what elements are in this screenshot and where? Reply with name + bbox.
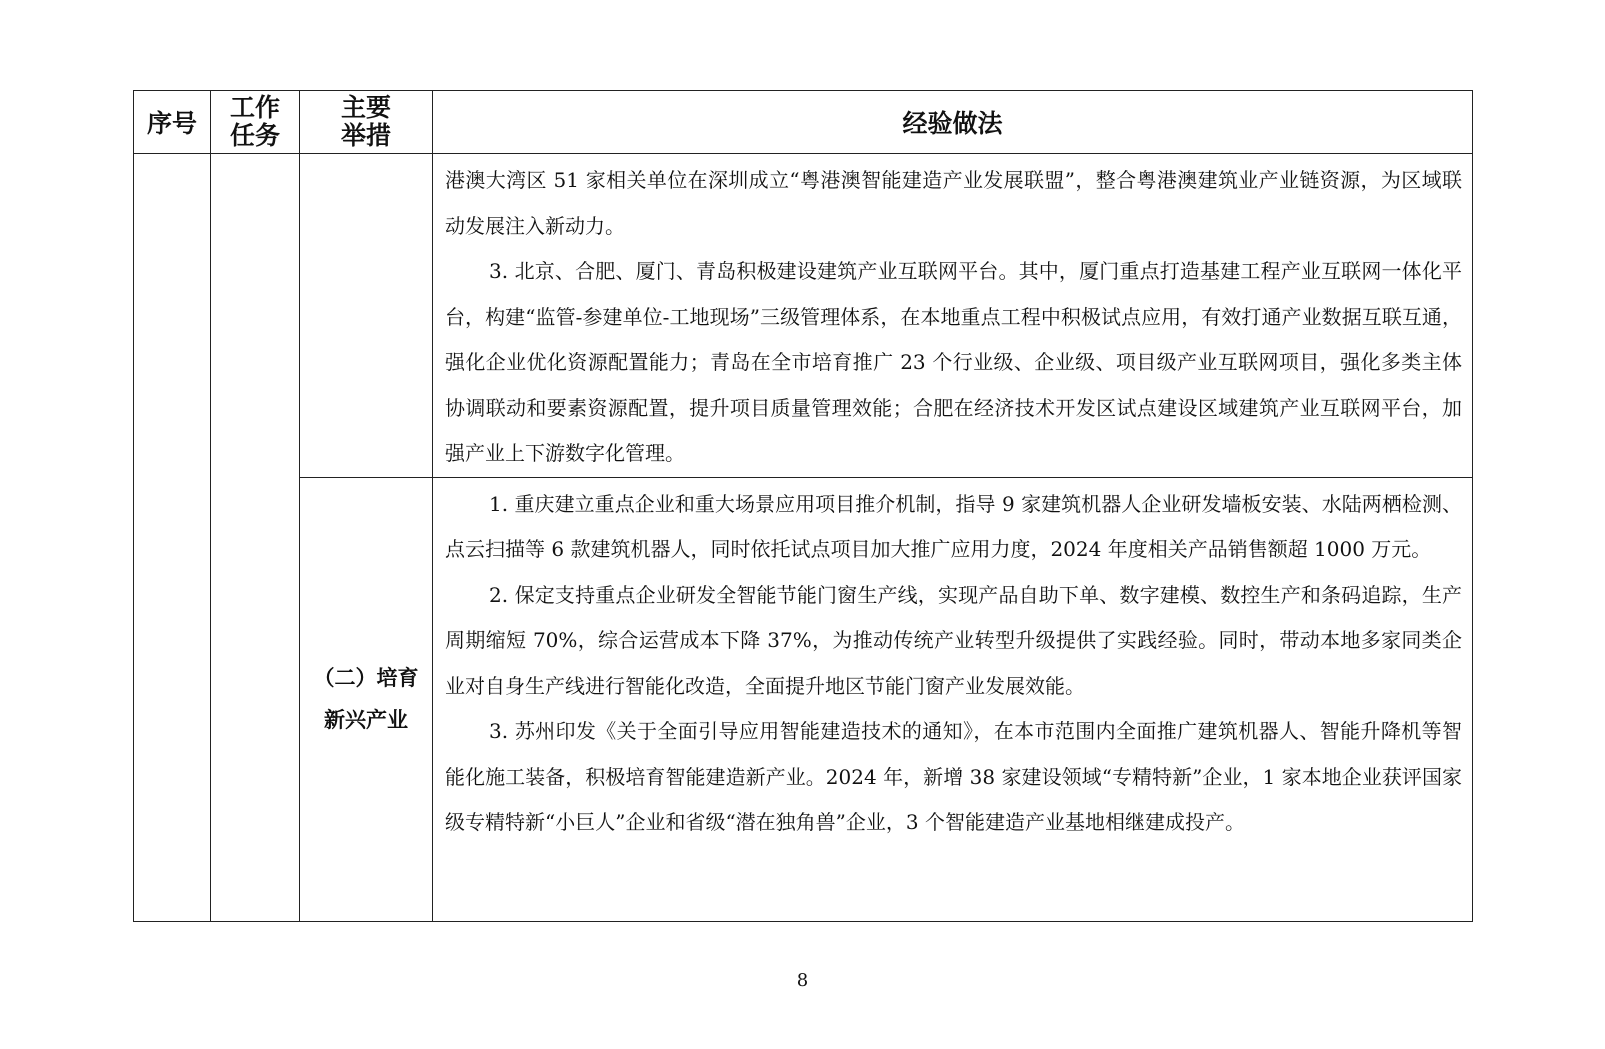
serial-number-cell — [134, 154, 211, 922]
experience-paragraph: 3. 北京、合肥、厦门、青岛积极建设建筑产业互联网平台。其中，厦门重点打造基建工程产业互联网一体化平台，构建“监管-参建单位-工地现场”三级管理体系，在本地重点工程中积极试点应用，有效打通产业数据互联互通，强化企业优化资源配置能力；青岛在全市培育推广 23 个行业级、企业级、项目级产业互联网项目，强化多类主体协调联动和要素资源配置，提升项目质量管理效能；合肥在经济技术开发区试点建设区域建筑产业互联网平台，加强产业上下游数字化管理。 — [445, 259, 1462, 465]
experience-table — [133, 90, 1473, 922]
measure-label-line2: 新兴产业 — [324, 708, 408, 732]
header-work-task — [211, 91, 300, 154]
header-main-measures-line2: 举措 — [340, 121, 391, 150]
measure-cell-continued — [300, 154, 433, 478]
experience-cell-1 — [433, 154, 1473, 478]
table-row — [134, 154, 1473, 478]
experience-paragraph: 港澳大湾区 51 家相关单位在深圳成立“粤港澳智能建造产业发展联盟”，整合粤港澳建筑业产业链资源，为区域联动发展注入新动力。 — [445, 168, 1462, 238]
work-task-cell — [211, 154, 300, 922]
page-number: 8 — [796, 970, 809, 991]
header-serial-number: 序号 — [134, 91, 211, 154]
header-work-task-line1: 工作 — [229, 93, 280, 122]
header-work-task-line2: 任务 — [229, 121, 280, 150]
measure-label-line1: （二）培育 — [313, 666, 419, 690]
header-main-measures — [300, 91, 433, 154]
experience-paragraph: 2. 保定支持重点企业研发全智能节能门窗生产线，实现产品自助下单、数字建模、数控生产和条码追踪，生产周期缩短 70%，综合运营成本下降 37%，为推动传统产业转型升级提供了实践经验。同时，带动本地多家同类企业对自身生产线进行智能化改造，全面提升地区节能门窗产业发展效能。 — [445, 582, 1462, 698]
table-header-row — [134, 91, 1473, 154]
measure-cell-cultivate-emerging-industries — [300, 477, 433, 921]
header-experience-practice: 经验做法 — [433, 91, 1473, 154]
experience-cell-2 — [433, 477, 1473, 921]
table-row — [134, 477, 1473, 921]
header-main-measures-line1: 主要 — [340, 93, 391, 122]
experience-paragraph: 1. 重庆建立重点企业和重大场景应用项目推介机制，指导 9 家建筑机器人企业研发墙板安装、水陆两栖检测、点云扫描等 6 款建筑机器人，同时依托试点项目加大推广应用力度，2024 年度相关产品销售额超 1000 万元。 — [445, 491, 1462, 561]
experience-paragraph: 3. 苏州印发《关于全面引导应用智能建造技术的通知》，在本市范围内全面推广建筑机器人、智能升降机等智能化施工装备，积极培育智能建造新产业。2024 年，新增 38 家建设领域“专精特新”企业，1 家本地企业获评国家级专精特新“小巨人”企业和省级“潜在独角兽”企业，3 个智能建造产业基地相继建成投产。 — [445, 719, 1462, 834]
